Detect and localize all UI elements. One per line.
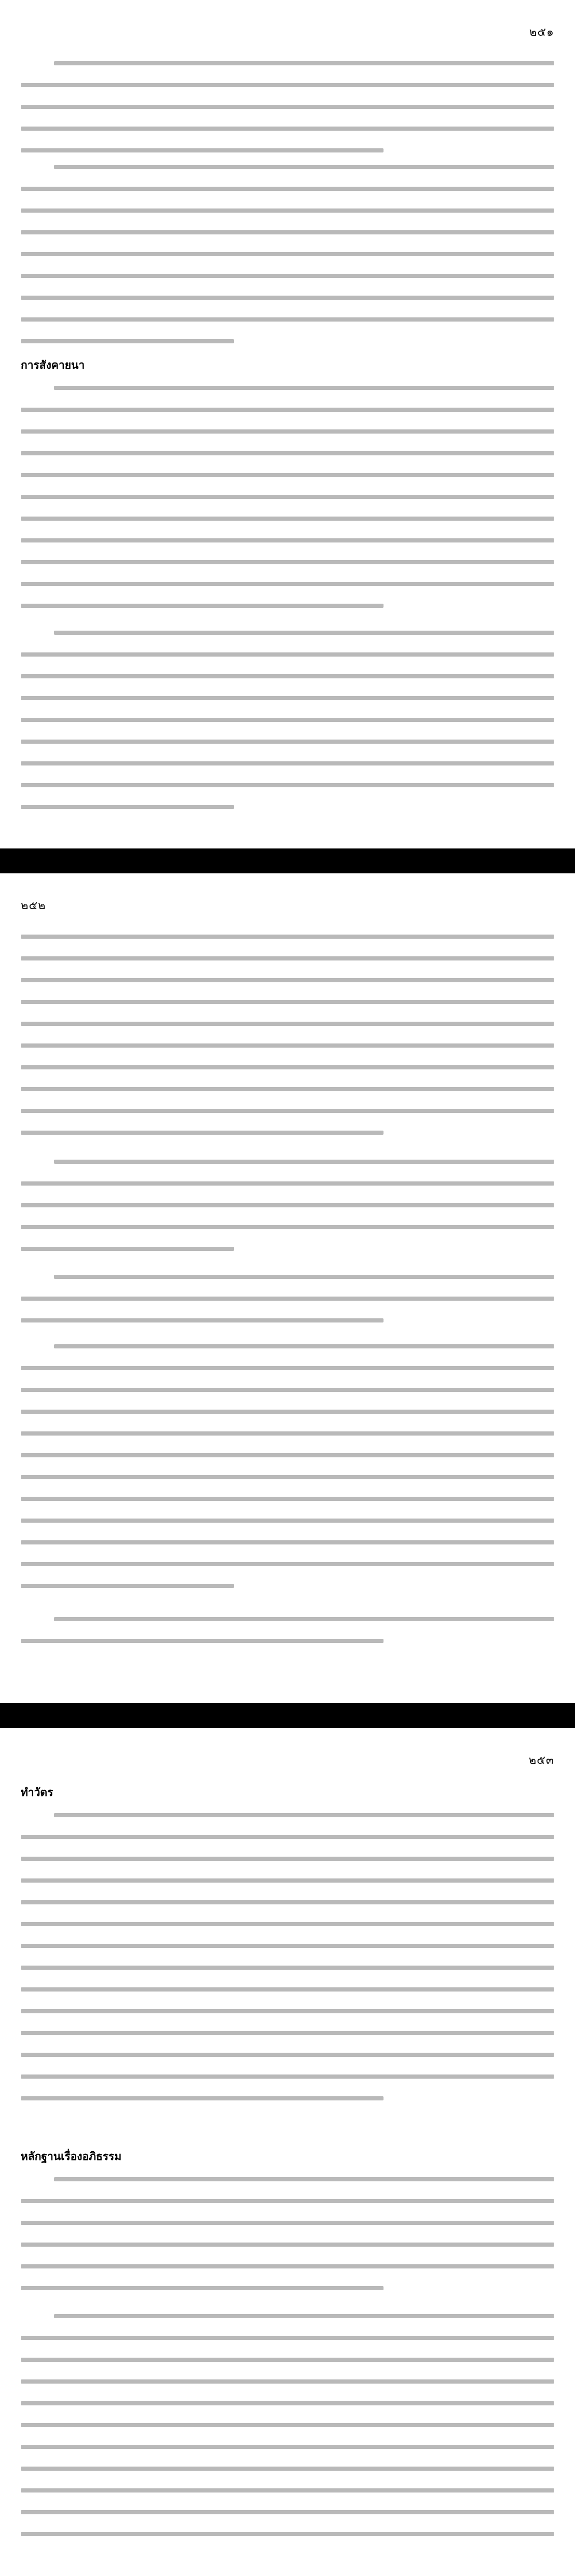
paragraph [21,165,554,361]
page-separator [0,848,575,873]
page-1 [0,0,575,848]
paragraph [21,935,554,1152]
paragraph [21,61,554,170]
section-heading: การสังคายนา [21,359,85,371]
page-number: ๒๕๒ [21,899,46,912]
page-3 [0,1728,575,2576]
page-number: ๒๕๑ [529,26,554,39]
paragraph [21,1344,554,1606]
page-2 [0,873,575,1703]
paragraph [21,1813,554,2118]
paragraph [21,631,554,827]
section-heading: หลักฐานเรื่องอภิธรรม [21,2150,122,2163]
paragraph [21,1617,554,1661]
page-separator [0,1703,575,1728]
paragraph [21,386,554,625]
paragraph [21,1275,554,1340]
paragraph [21,2177,554,2308]
paragraph [21,2314,554,2554]
page-number: ๒๕๓ [528,1754,554,1767]
paragraph [21,1160,554,1269]
section-heading: ทำวัตร [21,1786,53,1799]
